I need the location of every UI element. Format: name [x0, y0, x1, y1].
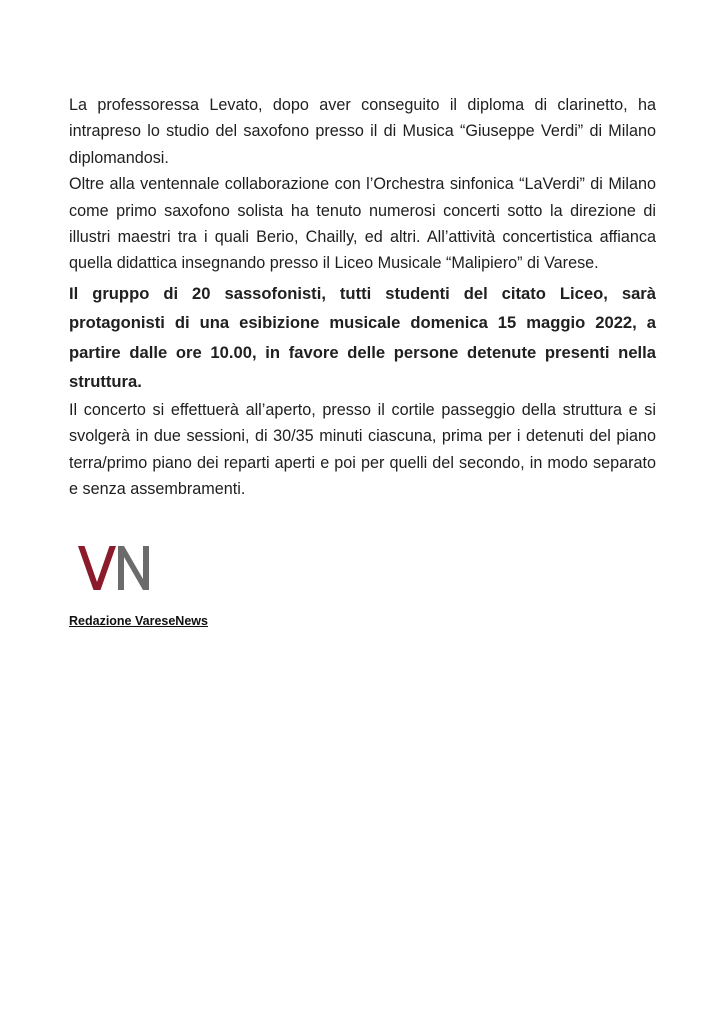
article-paragraph-2: Oltre alla ventennale collaborazione con l’Orchestra sinfonica “LaVerdi” di Milano come primo saxofono solista ha tenuto numerosi concerti sotto la direzione di illustri maestri tra i quali Berio, Chailly, ed altri. All’attività concertistica affianca quella didattica insegnando presso il Liceo Musicale “Malipiero” di Varese. [69, 175, 656, 273]
article-paragraph-4: Il concerto si effettuerà all’aperto, presso il cortile passeggio della struttura e si svolgerà in due sessioni, di 30/35 minuti ciascuna, prima per i detenuti del piano terra/primo piano dei reparti aperti e poi per quelli del secondo, in modo separato e senza assembramenti. [69, 400, 656, 499]
article-paragraph-highlight: Il gruppo di 20 sassofonisti, tutti studenti del citato Liceo, sarà protagonisti di una esibizione musicale domenica 15 maggio 2022, a partire dalle ore 10.00, in favore delle persone detenute presenti nella struttura. [69, 283, 656, 392]
article-paragraph-1: La professoressa Levato, dopo aver conseguito il diploma di clarinetto, ha intrapreso lo studio del saxofono presso il di Musica “Giuseppe Verdi” di Milano diplomandosi. [69, 96, 656, 167]
author-signature-link[interactable]: Redazione VareseNews [69, 614, 208, 628]
article-body [69, 92, 656, 502]
varesenews-logo [76, 542, 154, 594]
vn-logo-icon [76, 542, 154, 594]
